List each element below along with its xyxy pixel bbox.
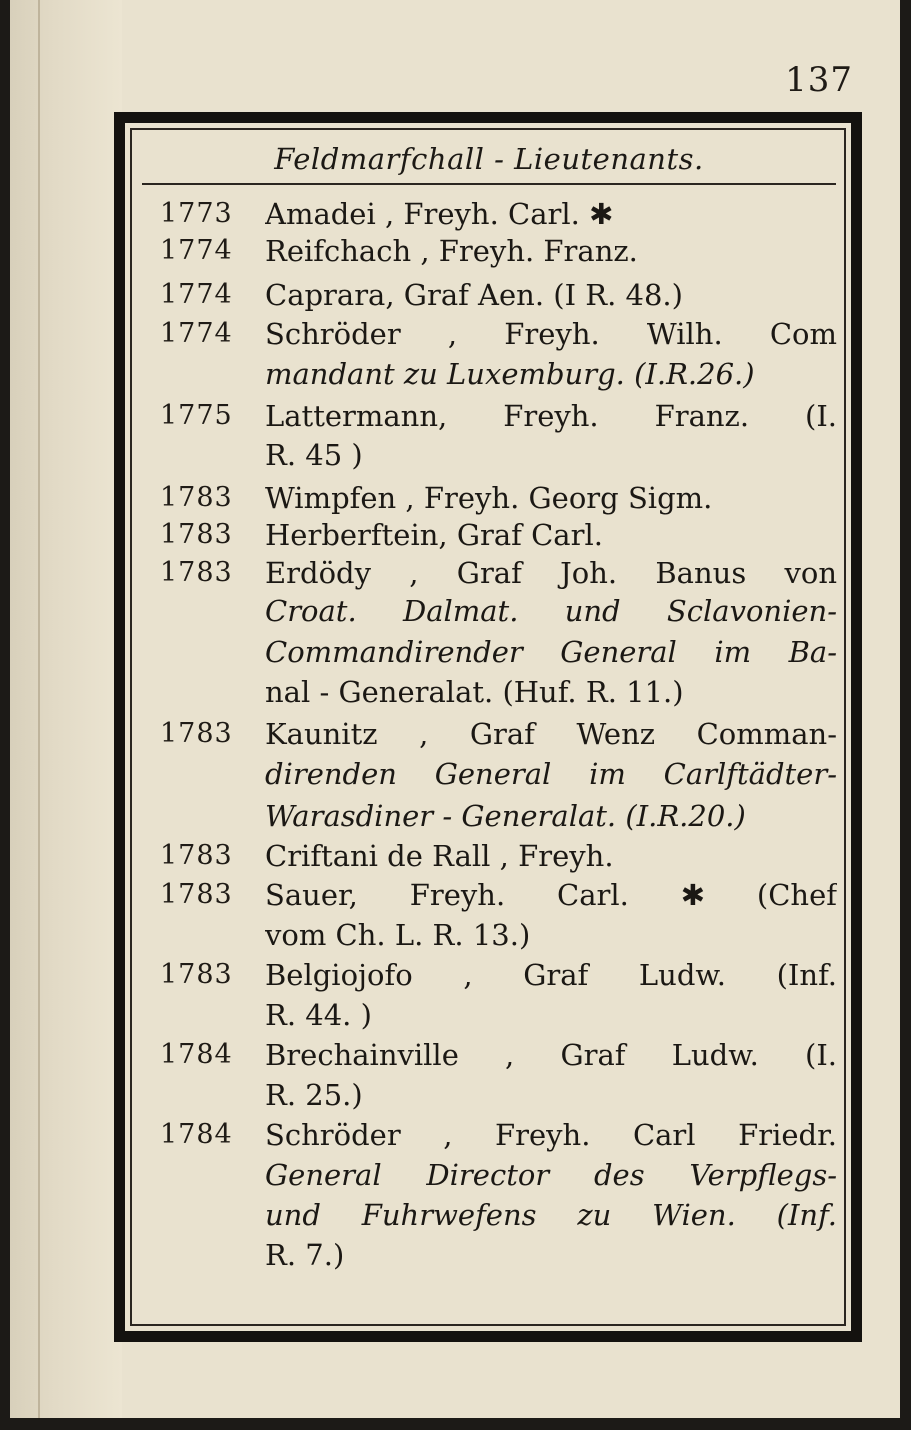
entry-line: Erdödy , Graf Joh. Banus von [265,556,837,590]
entry-line: vom Ch. L. R. 13.) [265,918,531,952]
entry-year: 1775 [160,400,233,431]
entry-line: Reifchach , Freyh. Franz. [265,234,638,268]
entry-line: R. 7.) [265,1238,345,1272]
entry-line: Sauer, Freyh. Carl. ✱ (Chef [265,878,837,912]
entry-line: mandant zu Luxemburg. (I.R.26.) [265,357,755,391]
entry-line: General Director des Verpflegs- [265,1158,837,1192]
entry-line: nal - Generalat. (Huf. R. 11.) [265,675,684,709]
entry-line: Croat. Dalmat. und Sclavonien- [265,594,837,628]
entry-line: Wimpfen , Freyh. Georg Sigm. [265,481,713,515]
entry-year: 1783 [160,959,233,990]
entry-line: Amadei , Freyh. Carl. ✱ [265,197,614,231]
entry-year: 1783 [160,718,233,749]
entry-year: 1774 [160,318,233,349]
entry-year: 1773 [160,198,233,229]
entry-line: direnden General im Carlftädter- [265,757,837,791]
entry-line: Warasdiner - Generalat. (I.R.20.) [265,799,746,833]
entry-line: Lattermann, Freyh. Franz. (I. [265,399,837,433]
entry-line: Herberftein, Graf Carl. [265,518,603,552]
entry-line: Schröder , Freyh. Carl Friedr. [265,1118,837,1152]
entry-line: Kaunitz , Graf Wenz Comman- [265,717,837,751]
entry-line: und Fuhrwefens zu Wien. (Inf. [265,1198,837,1232]
entry-line: Criftani de Rall , Freyh. [265,839,614,873]
entry-line: R. 25.) [265,1078,363,1112]
entry-line: Brechainville , Graf Ludw. (I. [265,1038,837,1072]
entry-year: 1784 [160,1119,233,1150]
entry-line: Commandirender General im Ba- [265,635,837,669]
page-number: 137 [785,60,853,100]
entry-year: 1784 [160,1039,233,1070]
entry-year: 1783 [160,840,233,871]
entry-year: 1783 [160,879,233,910]
entry-line: R. 45 ) [265,438,363,472]
entry-line: Caprara, Graf Aen. (I R. 48.) [265,278,683,312]
entry-line: Schröder , Freyh. Wilh. Com [265,317,837,351]
entry-year: 1774 [160,235,233,266]
entry-line: R. 44. ) [265,998,372,1032]
entry-year: 1774 [160,279,233,310]
section-heading: Feldmarfchall - Lieutenants. [274,142,704,176]
entry-line: Belgiojofo , Graf Ludw. (Inf. [265,958,837,992]
entry-year: 1783 [160,519,233,550]
entry-year: 1783 [160,557,233,588]
entry-year: 1783 [160,482,233,513]
